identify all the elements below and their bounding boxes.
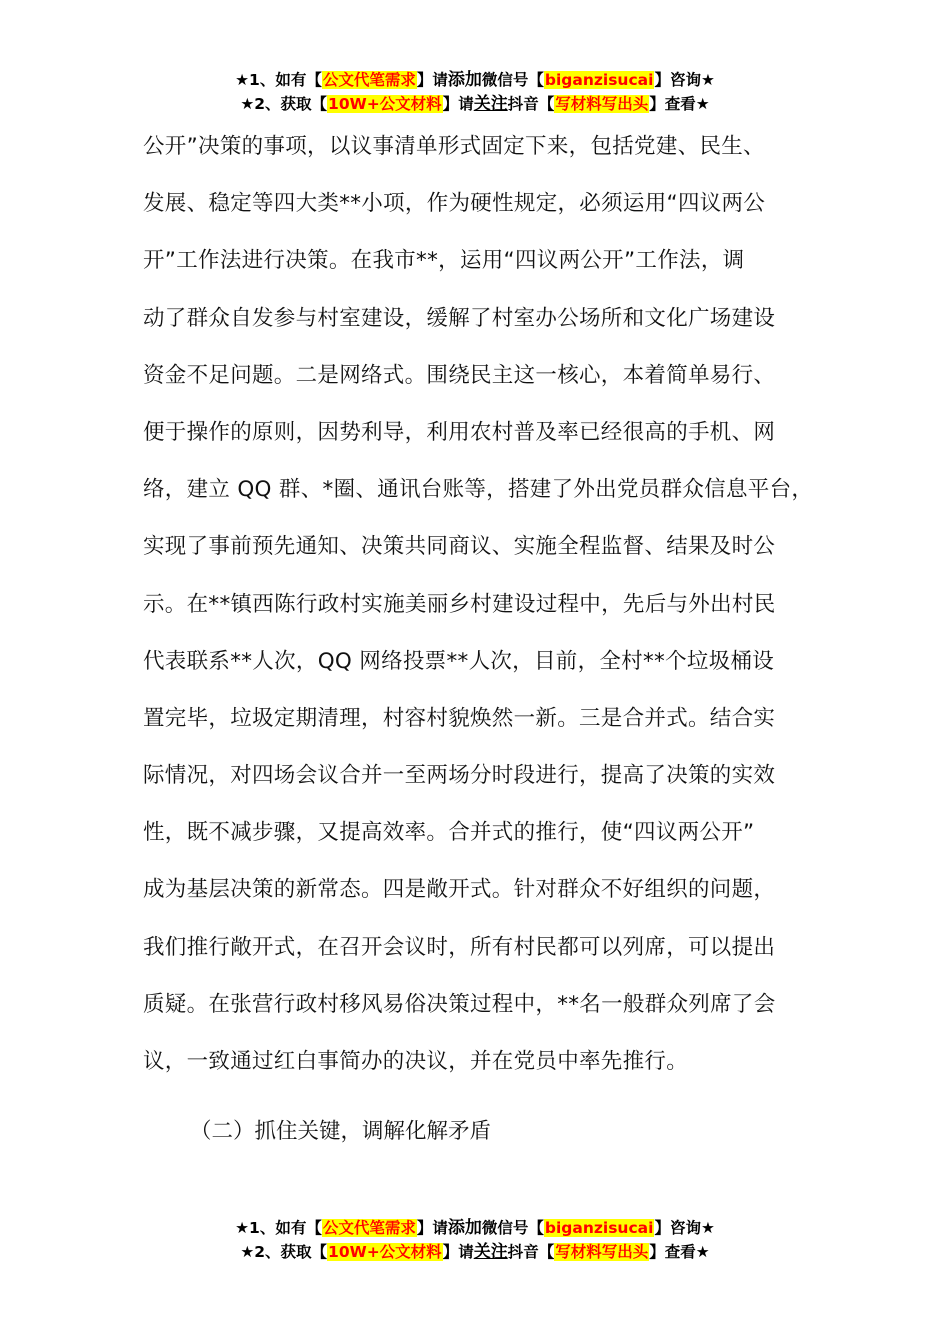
- highlight-ghostwriting: 公文代笔需求: [322, 71, 416, 89]
- paragraph-line: 便于操作的原则，因势利导，利用农村普及率已经很高的手机、网: [143, 419, 776, 445]
- banner-line-1: [0, 1216, 950, 1240]
- highlight-materials: 10W+公文材料: [328, 95, 442, 113]
- paragraph-line: 议，一致通过红白事简办的决议，并在党员中率先推行。: [143, 1049, 689, 1074]
- paragraph-line: 成为基层决策的新常态。四是敞开式。针对群众不好组织的问题，: [143, 877, 776, 903]
- highlight-wechat-id: biganzisucai: [544, 71, 654, 89]
- banner-text: 】咨询★: [654, 1219, 715, 1237]
- paragraph-line: 实现了事前预先通知、决策共同商议、实施全程监督、结果及时公: [143, 534, 776, 560]
- banner-text: 】请: [416, 1219, 448, 1237]
- section-subheading: （二）抓住关键，调解化解矛盾: [190, 1119, 492, 1144]
- banner-text: 】请: [442, 1243, 474, 1261]
- paragraph-line: 动了群众自发参与村室建设，缓解了村室办公场所和文化广场建设: [143, 305, 776, 331]
- highlight-douyin: 写材料写出头: [555, 95, 649, 113]
- highlight-wechat-id: biganzisucai: [544, 1219, 654, 1237]
- paragraph-line: 公开”决策的事项，以议事清单形式固定下来，包括党建、民生、: [143, 134, 765, 159]
- paragraph-line: 际情况，对四场会议合并一至两场分时段进行，提高了决策的实效: [143, 763, 776, 789]
- banner-text: 添加: [447, 1218, 482, 1238]
- banner-text: ★2、获取【: [240, 95, 328, 113]
- banner-line-1: [0, 68, 950, 92]
- banner-text: 添加: [447, 70, 482, 90]
- banner-text: ★2、获取【: [240, 1243, 328, 1261]
- banner-text: 】查看★: [649, 95, 710, 113]
- banner-text: 】请: [442, 95, 474, 113]
- paragraph-line: 我们推行敞开式，在召开会议时，所有村民都可以列席，可以提出: [143, 934, 776, 960]
- footer-banner: [0, 1216, 950, 1264]
- banner-text: ★1、如有【: [235, 1219, 322, 1237]
- highlight-ghostwriting: 公文代笔需求: [322, 1219, 416, 1237]
- banner-text: 】请: [416, 71, 448, 89]
- paragraph-line: 发展、稳定等四大类**小项，作为硬性规定，必须运用“四议两公: [143, 191, 766, 217]
- banner-text: 抖音【: [507, 1243, 555, 1261]
- paragraph-line: 代表联系**人次，QQ 网络投票**人次，目前，全村**个垃圾桶设: [143, 648, 775, 674]
- paragraph-line: 质疑。在张营行政村移风易俗决策过程中，**名一般群众列席了会: [143, 991, 776, 1017]
- banner-text: 关注: [473, 1242, 508, 1262]
- banner-text: 】查看★: [649, 1243, 710, 1261]
- highlight-materials: 10W+公文材料: [328, 1243, 442, 1261]
- paragraph-line: 置完毕，垃圾定期清理，村容村貌焕然一新。三是合并式。结合实: [143, 705, 776, 731]
- banner-text: ★1、如有【: [235, 71, 322, 89]
- paragraph-line: 性，既不减步骤，又提高效率。合并式的推行，使“四议两公开”: [143, 820, 755, 846]
- banner-line-2: [0, 92, 950, 116]
- banner-text: 微信号【: [481, 71, 544, 89]
- body-paragraph: [143, 118, 833, 1090]
- banner-line-2: [0, 1240, 950, 1264]
- banner-text: 抖音【: [507, 95, 555, 113]
- header-banner: [0, 68, 950, 116]
- paragraph-line: 络，建立 QQ 群、*圈、通讯台账等，搭建了外出党员群众信息平台，: [143, 477, 814, 503]
- banner-text: 微信号【: [481, 1219, 544, 1237]
- banner-text: 关注: [473, 94, 508, 114]
- paragraph-line: 示。在**镇西陈行政村实施美丽乡村建设过程中，先后与外出村民: [143, 591, 776, 617]
- banner-text: 】咨询★: [654, 71, 715, 89]
- paragraph-line: 开”工作法进行决策。在我市**，运用“四议两公开”工作法，调: [143, 248, 745, 274]
- highlight-douyin: 写材料写出头: [555, 1243, 649, 1261]
- paragraph-line: 资金不足问题。二是网络式。围绕民主这一核心，本着简单易行、: [143, 362, 776, 388]
